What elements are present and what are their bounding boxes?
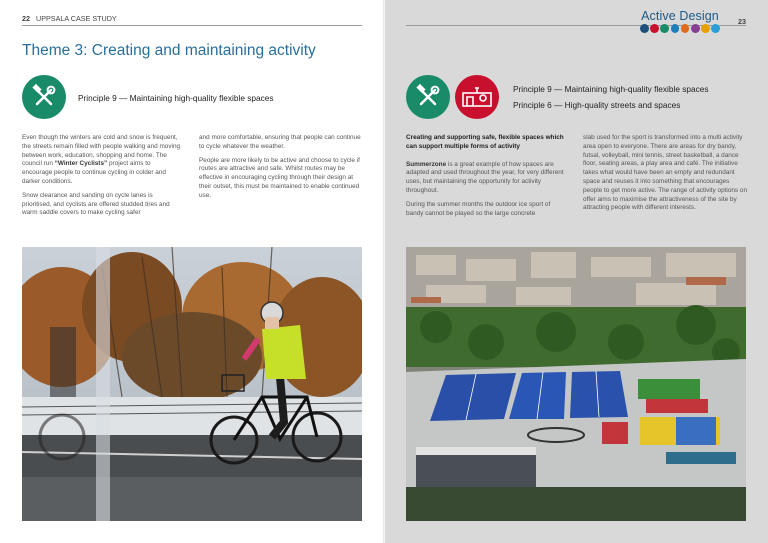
page-number-right: 23 [738,17,746,26]
brand-dot [691,24,700,33]
paragraph [406,161,568,196]
page-number-left: 22 [22,14,30,23]
text-column-3 [406,134,568,223]
brand-dot [650,24,659,33]
brand-dot [701,24,710,33]
street-furniture-icon [455,75,499,119]
summerzone-aerial-photo [406,247,746,521]
tools-icon [22,75,66,119]
running-header-left [22,14,362,26]
text-column-1 [22,134,182,223]
brand-dot [671,24,680,33]
brand-dot [640,24,649,33]
active-design-logo [640,9,720,33]
paragraph: Snow clearance and sanding on cycle lanes is prioritised, and cyclists are offered studded tires and warm saddle covers to make cycling safer [22,191,170,217]
paragraph: and more comfortable, ensuring that people can continue to cycle whatever the weather. [199,134,361,150]
tools-icon [406,75,450,119]
brand-dot [660,24,669,33]
winter-cyclist-photo [22,247,362,521]
paragraph: People are more likely to be active and choose to cycle if routes are attractive and safe. Whilst routes may be effective in encouraging cycling through their design at their outset, this must be maintained to enable continued use. [199,156,360,199]
brand-dot [711,24,720,33]
lead-paragraph: Creating and supporting safe, flexible spaces which can support multiple forms of activity [406,134,564,150]
principle-label: Principle 9 — Maintaining high-quality flexible spaces [78,93,274,103]
text-run: Even though the winters are cold and snow is frequent, the streets remain filled with people walking and moving between work, education, shopping and home. The council run [22,134,181,168]
paragraph: During the summer months the outdoor ice sport of bandy cannot be played so the large concrete [406,200,551,217]
brand-dots [640,24,720,33]
running-head: UPPSALA CASE STUDY [36,14,117,23]
principle-9-label: Principle 9 — Maintaining high-quality flexible spaces [513,84,709,94]
bold-run: “Winter Cyclists” [54,160,108,168]
text-column-2 [199,134,363,206]
text-run: is a great example of how spaces are adapted and used throughout the year, for very different uses, but maintaining the opportunity for activity throughout. [406,160,564,194]
brand-name: Active Design [641,9,719,23]
page-title: Theme 3: Creating and maintaining activity [22,42,316,59]
page-fold [383,0,385,543]
paragraph: slab used for the sport is transformed into a multi activity area open to everyone. There are areas for dry bandy, futsal, volleyball, mini tennis, street basketball, a dance floor, seating areas, a play area and café. The initiative takes what would have been an empty and redundant space and reuses it into something that encourages people to get more active. The range of activity options on offer aims to maximise the attractiveness of the site by attracting people with different interests. [583,134,748,212]
bold-run: Summerzone [406,160,447,168]
principle-6-label: Principle 6 — High-quality streets and spaces [513,100,681,110]
paragraph [22,134,182,187]
text-column-4 [583,134,747,218]
text-run: project aims to encourage people to continue cycling in colder and darker conditions. [22,160,166,185]
brand-dot [681,24,690,33]
